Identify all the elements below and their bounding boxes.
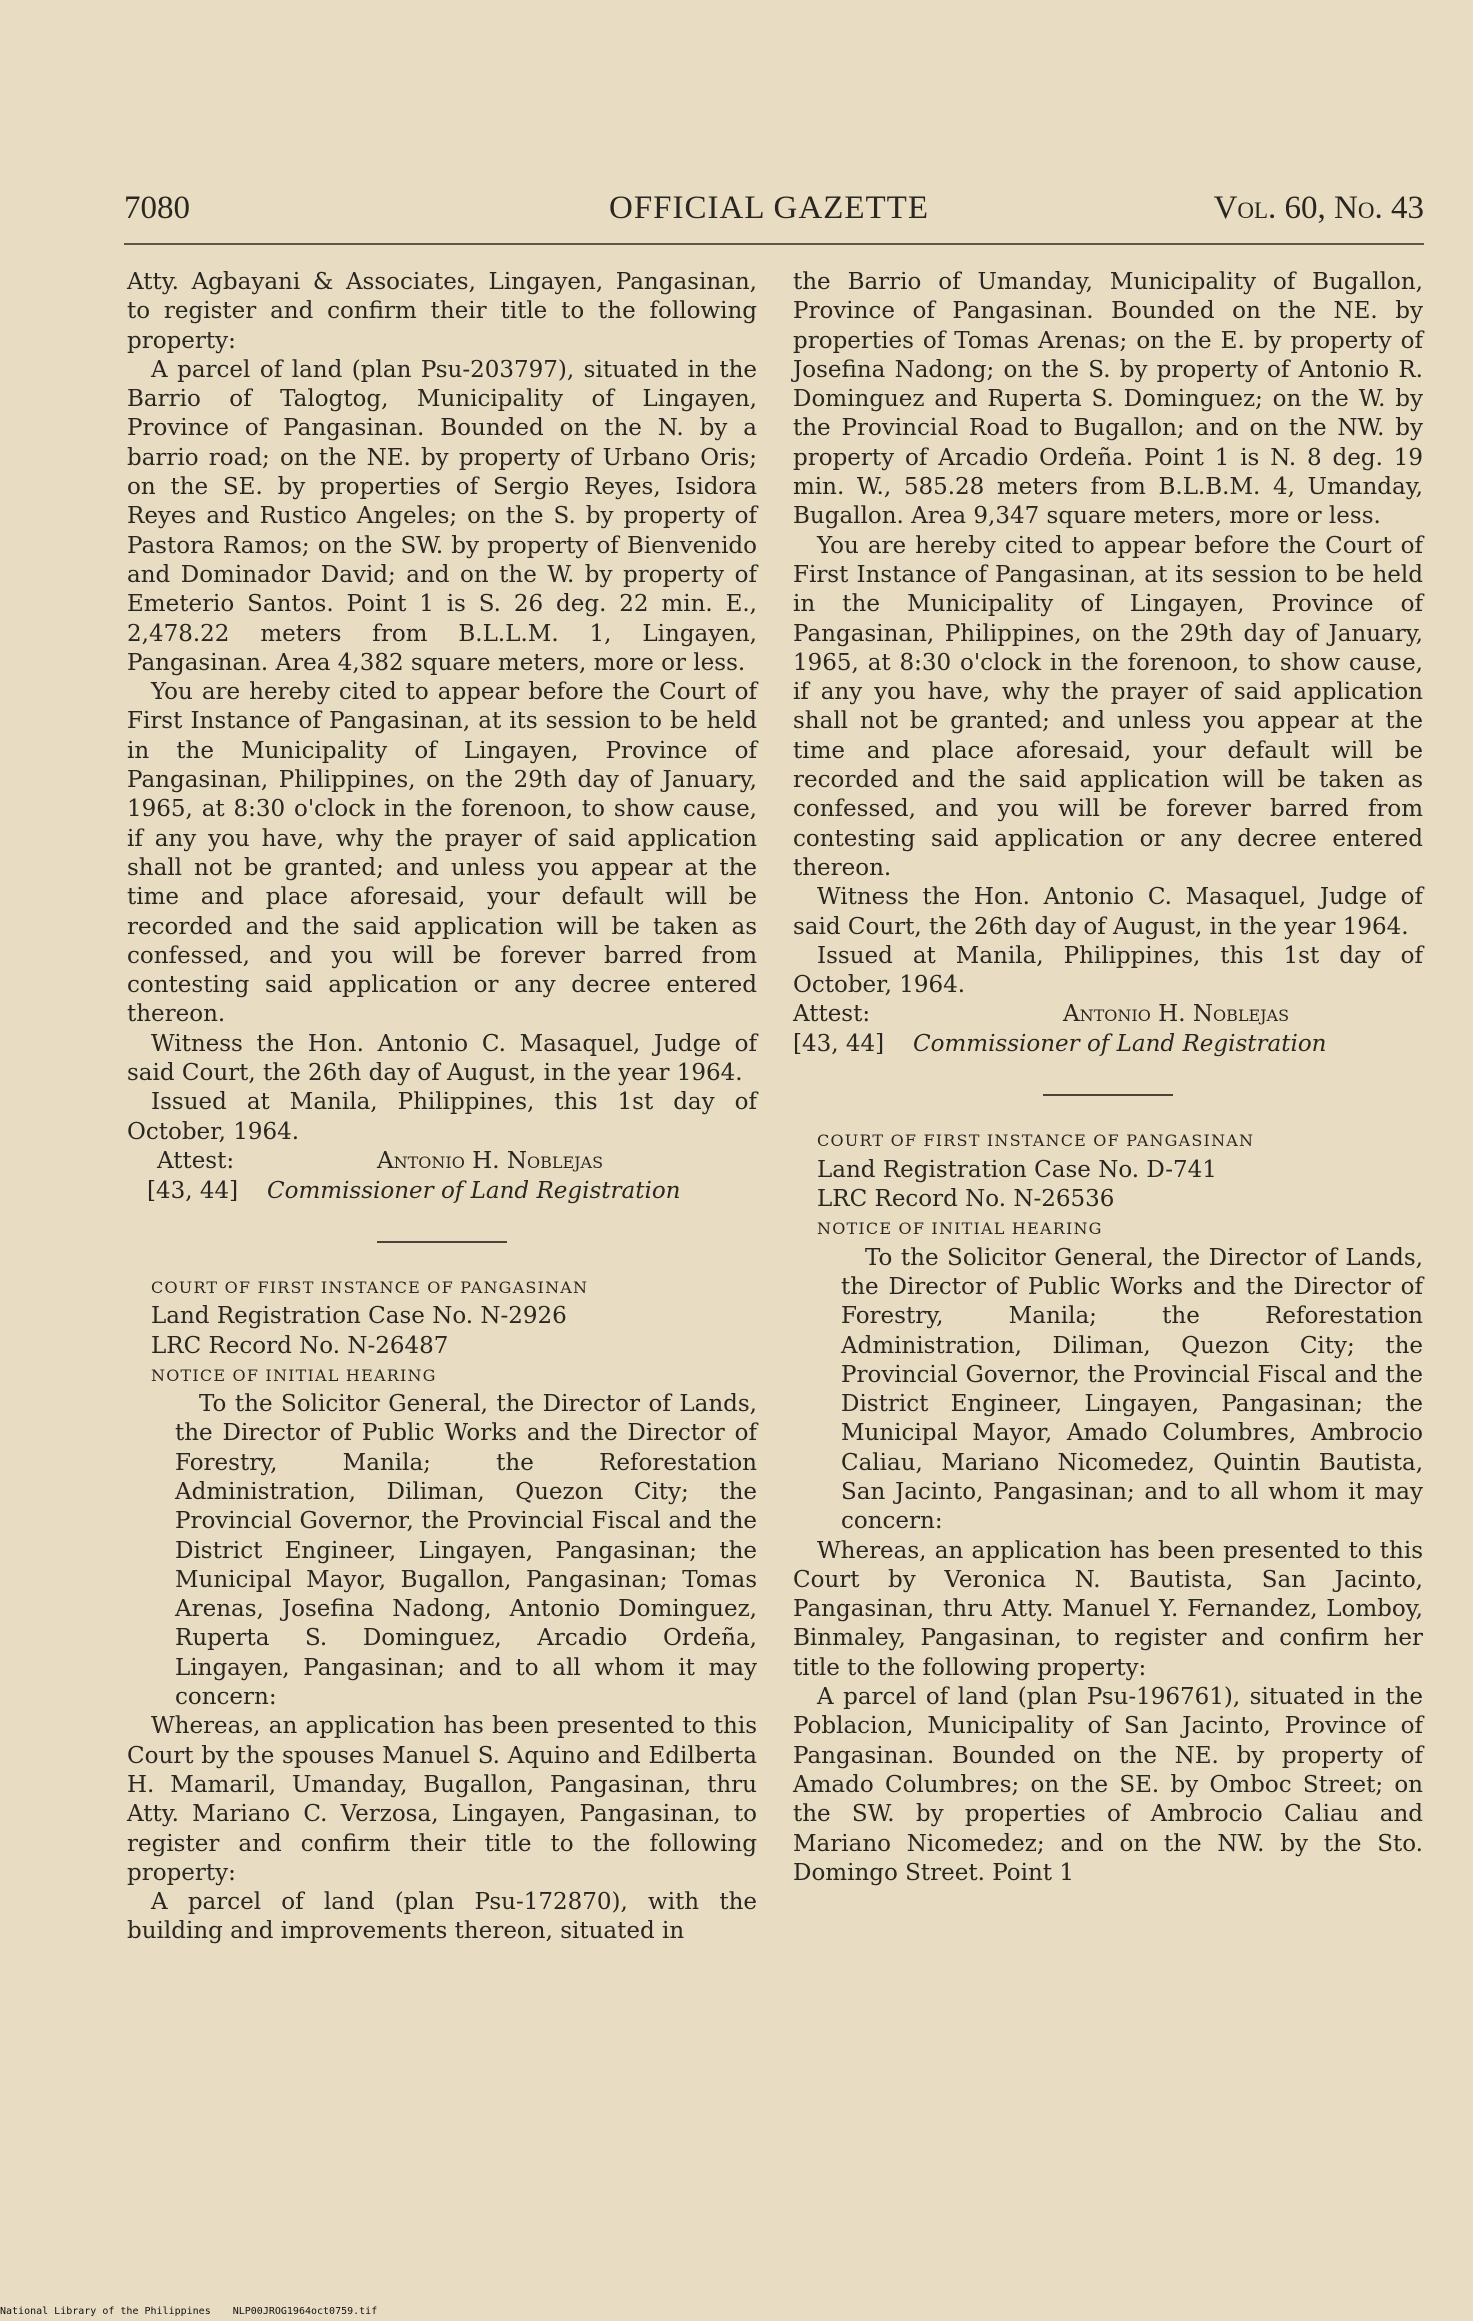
court-heading: COURT OF FIRST INSTANCE OF PANGASINAN bbox=[817, 1131, 1255, 1151]
attest-line bbox=[127, 1147, 757, 1177]
page-header bbox=[124, 190, 1424, 240]
paragraph: Atty. Agbayani & Associates, Lingayen, Pangasinan, to register and confirm their title to the following property: bbox=[127, 269, 757, 354]
case-number: Land Registration Case No. N-2926 bbox=[151, 1303, 567, 1330]
attest-name: Antonio H. Noblejas bbox=[1063, 1001, 1290, 1028]
volume-number: Vol. 60, No. 43 bbox=[1213, 190, 1424, 226]
attest-name: Antonio H. Noblejas bbox=[377, 1147, 604, 1174]
notice-heading: NOTICE OF INITIAL HEARING bbox=[817, 1219, 1103, 1239]
scan-footer bbox=[0, 2306, 399, 2317]
paragraph: A parcel of land (plan Psu-203797), situated in the Barrio of Talogtog, Municipality of Lingayen, Province of Pangasinan. Bounded on the N. by a barrio road; on the NE. by property of Urbano Oris; on the SE. by properties of Sergio Reyes, Isidora Reyes and Rustico Angeles; on the S. by property of Pastora Ramos; on the SW. by property of Bienvenido and Dominador David; and on the W. by property of Emeterio Santos. Point 1 is S. 26 deg. 22 min. E., 2,478.22 meters from B.L.L.M. 1, Lingayen, Pangasinan. Area 4,382 square meters, more or less. bbox=[127, 356, 757, 676]
paragraph: A parcel of land (plan Psu-196761), situated in the Poblacion, Municipality of San Jacinto, Province of Pangasinan. Bounded on the NE. by property of Amado Columbres; on the SE. by Omboc Street; on the SW. by properties of Ambrocio Caliau and Mariano Nicomedez; and on the NW. by the Sto. Domingo Street. Point 1 bbox=[793, 1684, 1423, 1886]
lrc-record-number: LRC Record No. N-26487 bbox=[151, 1332, 449, 1359]
addressees: To the Solicitor General, the Director of Lands, the Director of Public Works and the Director of Forestry, Manila; the Reforestation Administration, Diliman, Quezon City; the Provincial Governor, the Provincial Fiscal and the District Engineer, Lingayen, Pangasinan; the Municipal Mayor, Bugallon, Pangasinan; Tomas Arenas, Josefina Nadong, Antonio Dominguez, Ruperta S. Dominguez, Arcadio Ordeña, Lingayen, Pangasinan; and to all whom it may concern: bbox=[175, 1391, 757, 1711]
reference-number: [43, 44] bbox=[793, 1031, 885, 1058]
paragraph: Witness the Hon. Antonio C. Masaquel, Judge of said Court, the 26th day of August, in the year 1964. bbox=[127, 1030, 757, 1087]
paragraph: Issued at Manila, Philippines, this 1st day of October, 1964. bbox=[127, 1089, 757, 1145]
paragraph: You are hereby cited to appear before the Court of First Instance of Pangasinan, at its session to be held in the Municipality of Lingayen, Province of Pangasinan, Philippines, on the 29th day of January, 1965, at 8:30 o'clock in the forenoon, to show cause, if any you have, why the prayer of said application shall not be granted; and unless you appear at the time and place aforesaid, your default will be recorded and the said application will be taken as confessed, and you will be forever barred from contesting said application or any decree entered thereon. bbox=[127, 679, 757, 1028]
paragraph: Issued at Manila, Philippines, this 1st day of October, 1964. bbox=[793, 942, 1423, 999]
case-number: Land Registration Case No. D-741 bbox=[817, 1156, 1217, 1183]
right-column bbox=[793, 268, 1423, 1888]
left-column bbox=[127, 268, 757, 1947]
paragraph: Whereas, an application has been presented to this Court by Veronica N. Bautista, San Jacinto, Pangasinan, thru Atty. Manuel Y. Fernandez, Lomboy, Binmaley, Pangasinan, to register and confirm her title to the following property: bbox=[793, 1537, 1423, 1681]
section-divider bbox=[1043, 1094, 1173, 1096]
paragraph: A parcel of land (plan Psu-172870), with the building and improvements thereon, situated in bbox=[127, 1889, 757, 1945]
attest-line bbox=[793, 1000, 1423, 1030]
paragraph: the Barrio of Umanday, Municipality of Bugallon, Province of Pangasinan. Bounded on the NE. by properties of Tomas Arenas; on the E. by property of Josefina Nadong; on the S. by property of Antonio R. Dominguez and Ruperta S. Dominguez; on the W. by the Provincial Road to Bugallon; and on the NW. by property of Arcadio Ordeña. Point 1 is N. 8 deg. 19 min. W., 585.28 meters from B.L.B.M. 4, Umanday, Bugallon. Area 9,347 square meters, more or less. bbox=[793, 269, 1423, 530]
notice-heading: NOTICE OF INITIAL HEARING bbox=[151, 1365, 437, 1385]
signature-line bbox=[127, 1177, 757, 1207]
lrc-record-number: LRC Record No. N-26536 bbox=[817, 1186, 1115, 1213]
library-credit: National Library of the Philippines bbox=[0, 2306, 211, 2317]
paragraph: Whereas, an application has been presented to this Court by the spouses Manuel S. Aquino and Edilberta H. Mamaril, Umanday, Bugallon, Pangasinan, thru Atty. Mariano C. Verzosa, Lingayen, Pangasinan, to register and confirm their title to the following property: bbox=[127, 1713, 757, 1886]
commissioner-title: Commissioner of Land Registration bbox=[913, 1031, 1327, 1058]
publication-title: OFFICIAL GAZETTE bbox=[609, 190, 929, 226]
attest-label: Attest: bbox=[157, 1147, 235, 1174]
file-name: NLP00JROG1964oct0759.tif bbox=[232, 2306, 378, 2317]
court-heading: COURT OF FIRST INSTANCE OF PANGASINAN bbox=[151, 1277, 589, 1297]
commissioner-title: Commissioner of Land Registration bbox=[267, 1177, 681, 1204]
paragraph: You are hereby cited to appear before the Court of First Instance of Pangasinan, at its session to be held in the Municipality of Lingayen, Province of Pangasinan, Philippines, on the 29th day of January, 1965, at 8:30 o'clock in the forenoon, to show cause, if any you have, why the prayer of said application shall not be granted; and unless you appear at the time and place aforesaid, your default will be recorded and the said application will be taken as confessed, and you will be forever barred from contesting said application or any decree entered thereon. bbox=[793, 532, 1423, 881]
addressees: To the Solicitor General, the Director of Lands, the Director of Public Works and the Director of Forestry, Manila; the Reforestation Administration, Diliman, Quezon City; the Provincial Governor, the Provincial Fiscal and the District Engineer, Lingayen, Pangasinan; the Municipal Mayor, Amado Columbres, Ambrocio Caliau, Mariano Nicomedez, Quintin Bautista, San Jacinto, Pangasinan; and to all whom it may concern: bbox=[841, 1244, 1423, 1535]
attest-label: Attest: bbox=[793, 1001, 871, 1028]
page-number: 7080 bbox=[124, 190, 190, 226]
signature-line bbox=[793, 1030, 1423, 1060]
header-rule bbox=[124, 243, 1424, 245]
paragraph: Witness the Hon. Antonio C. Masaquel, Judge of said Court, the 26th day of August, in the year 1964. bbox=[793, 884, 1423, 940]
section-divider bbox=[377, 1241, 507, 1243]
reference-number: [43, 44] bbox=[147, 1177, 239, 1204]
